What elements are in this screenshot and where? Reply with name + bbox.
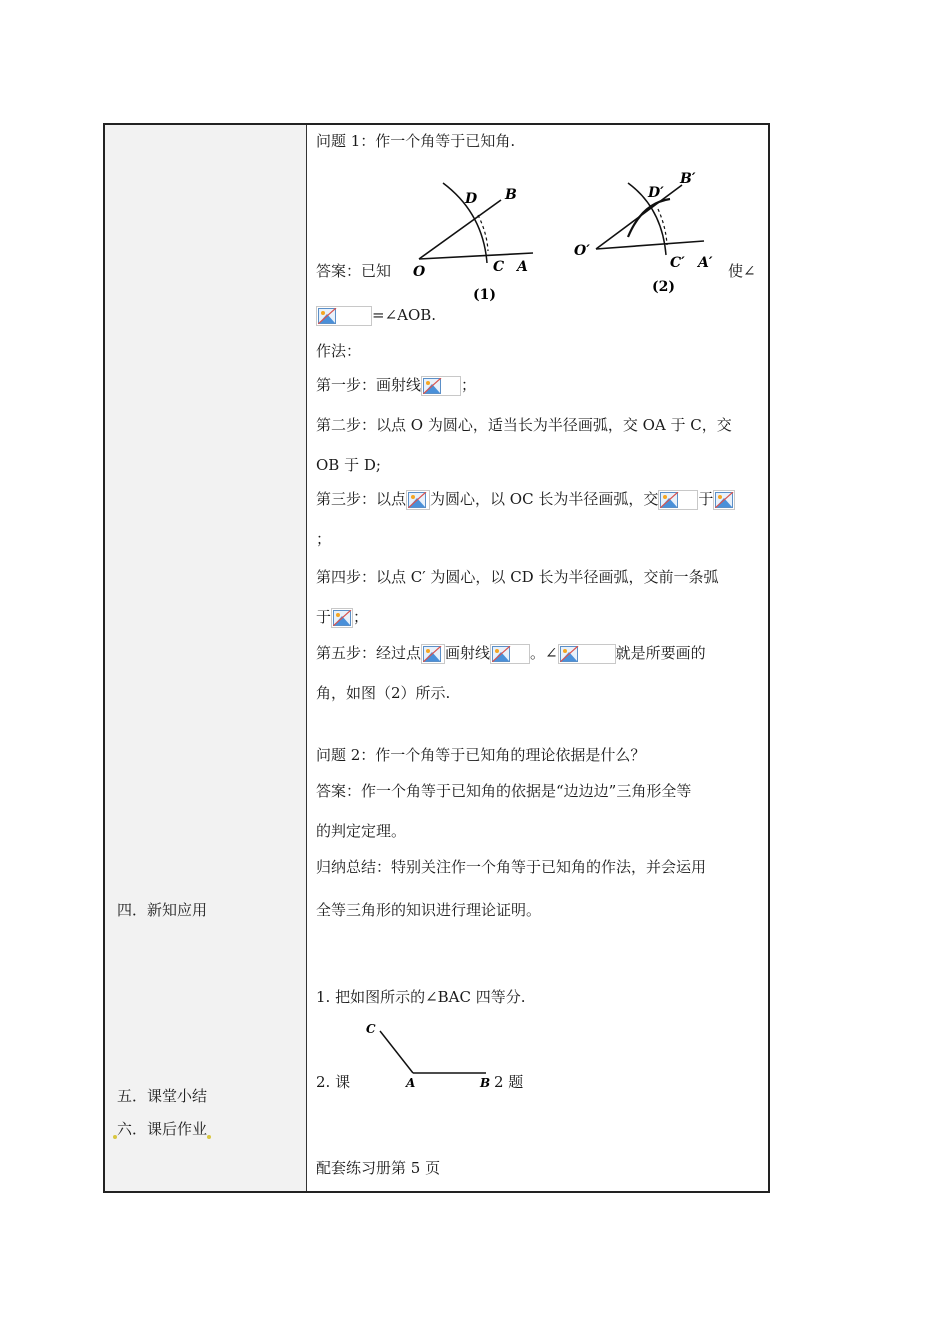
ray-ob-prime bbox=[596, 185, 682, 249]
exercise-2-a: 2. 课 bbox=[316, 1073, 351, 1091]
q1-step5 bbox=[316, 643, 706, 664]
section-label-homework-text: 六．课后作业 bbox=[117, 1120, 208, 1138]
q2-summary-b: 全等三角形的知识进行理论证明。 bbox=[316, 901, 542, 919]
step3-text-a: 第三步：以点 bbox=[316, 490, 407, 508]
label-a: A bbox=[517, 259, 528, 275]
ray-oa-prime bbox=[596, 241, 704, 249]
q1-answer-suffix: 使∠ bbox=[728, 262, 756, 280]
section-label-homework bbox=[113, 1119, 211, 1139]
label-a-prime: A′ bbox=[698, 255, 713, 271]
label-c-prime: C′ bbox=[670, 255, 685, 271]
step5-text-c: 。∠ bbox=[530, 644, 558, 662]
caption-1: (1) bbox=[473, 287, 496, 303]
q1-step4-a: 第四步：以点 C′ 为圆心，以 CD 长为半径画弧，交前一条弧 bbox=[316, 568, 719, 586]
step3-text-c: 于 bbox=[698, 490, 714, 508]
q1-step2-a: 第二步：以点 O 为圆心，适当长为半径画弧，交 OA 于 C，交 bbox=[316, 416, 732, 434]
broken-image-icon bbox=[316, 306, 372, 326]
label-b-prime: B′ bbox=[680, 171, 696, 187]
label-o-prime: O′ bbox=[574, 243, 590, 259]
marker-dot bbox=[207, 1135, 211, 1139]
q1-eq-line bbox=[316, 305, 436, 326]
step4-text: 于 bbox=[316, 608, 332, 626]
q1-step1 bbox=[316, 375, 476, 396]
dashed-chord-2 bbox=[658, 209, 667, 245]
label-b-angle: B bbox=[480, 1076, 491, 1090]
step5-text-b: 画射线 bbox=[445, 644, 491, 662]
summary-text: 归纳总结：特别关注作一个角等于已知角的作法，并会运用 bbox=[316, 858, 707, 876]
q1-answer-prefix: 答案：已知 bbox=[316, 262, 392, 280]
exercise-2-b: 2 题 bbox=[494, 1073, 524, 1091]
left-column bbox=[105, 125, 307, 1191]
q1-method: 作法： bbox=[316, 342, 362, 360]
q1-title: 问题 1：作一个角等于已知角. bbox=[316, 132, 516, 150]
ray-oa bbox=[419, 253, 533, 259]
label-d: D bbox=[465, 191, 478, 207]
broken-image-icon bbox=[331, 608, 353, 628]
label-b: B bbox=[505, 187, 517, 203]
broken-image-icon bbox=[406, 490, 430, 510]
label-o: O bbox=[413, 264, 426, 280]
figure-1 bbox=[403, 173, 543, 303]
q1-step3-end: ； bbox=[316, 530, 332, 548]
q1-step4-b bbox=[316, 607, 368, 628]
right-column bbox=[308, 125, 768, 1191]
broken-image-icon bbox=[421, 376, 461, 396]
step4-end: ； bbox=[353, 608, 369, 626]
broken-image-icon bbox=[558, 644, 616, 664]
q2-summary-a bbox=[316, 857, 706, 877]
q2-answer-a: 答案：作一个角等于已知角的依据是“边边边”三角形全等 bbox=[316, 782, 692, 800]
broken-image-icon bbox=[490, 644, 530, 664]
step1-text: 第一步：画射线 bbox=[316, 376, 422, 394]
homework-text: 配套练习册第 5 页 bbox=[316, 1159, 441, 1177]
exercise-1: 1. 把如图所示的∠BAC 四等分. bbox=[316, 988, 526, 1006]
label-a-angle: A bbox=[406, 1076, 416, 1090]
step5-text-a: 第五步：经过点 bbox=[316, 644, 422, 662]
q1-step3 bbox=[316, 489, 735, 510]
q1-step5-e: 角，如图（2）所示. bbox=[316, 684, 451, 702]
broken-image-icon bbox=[713, 490, 735, 510]
step1-end: ； bbox=[461, 376, 477, 394]
q2-title: 问题 2：作一个角等于已知角的理论依据是什么？ bbox=[316, 746, 646, 764]
ray-ob bbox=[419, 200, 501, 259]
label-d-prime: D′ bbox=[648, 185, 664, 201]
section-label-summary: 五．课堂小结 bbox=[117, 1087, 208, 1105]
step5-text-d: 就是所要画的 bbox=[615, 644, 706, 662]
label-c: C bbox=[493, 259, 505, 275]
broken-image-icon bbox=[658, 490, 698, 510]
angle-bac-figure bbox=[358, 1019, 498, 1095]
label-c-angle: C bbox=[366, 1022, 376, 1036]
q1-step2-b: OB 于 D; bbox=[316, 456, 381, 474]
dashed-chord-1 bbox=[478, 215, 488, 251]
figure-2 bbox=[570, 163, 730, 298]
ray-ac bbox=[380, 1031, 413, 1073]
caption-2: (2) bbox=[652, 279, 675, 295]
step3-text-b: 为圆心，以 OC 长为半径画弧，交 bbox=[430, 490, 659, 508]
q2-answer-b: 的判定定理。 bbox=[316, 822, 407, 840]
section-label-new-knowledge: 四．新知应用 bbox=[117, 901, 208, 919]
broken-image-icon bbox=[421, 644, 445, 664]
q1-eq-text: =∠AOB. bbox=[372, 306, 437, 324]
lesson-table bbox=[103, 123, 770, 1193]
